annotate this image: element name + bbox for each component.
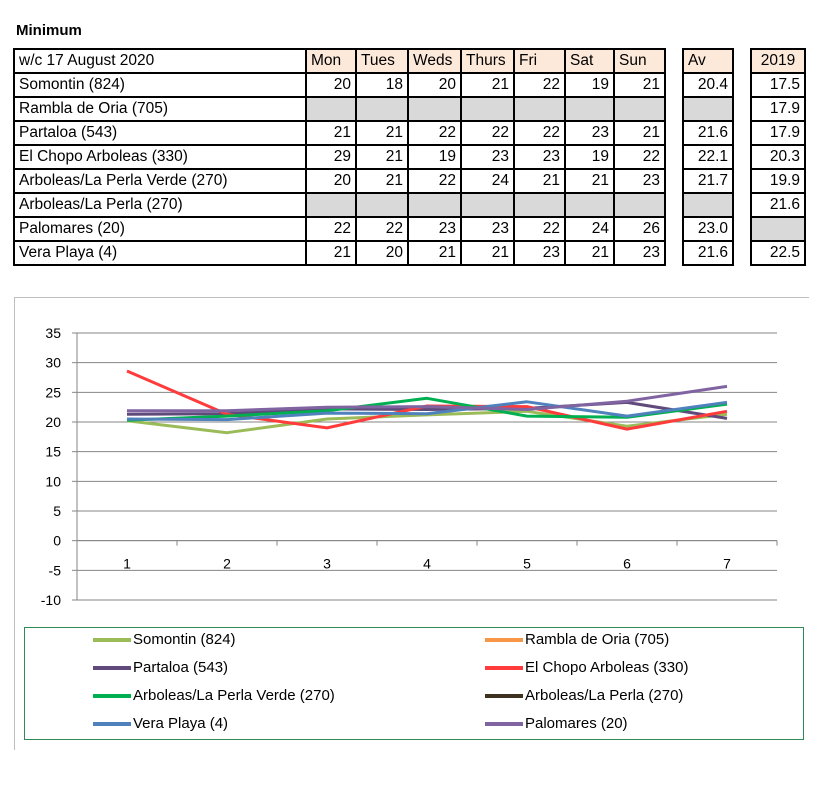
table-row bbox=[14, 97, 665, 121]
y-tick-label: 35 bbox=[45, 325, 61, 341]
y-tick-label: -5 bbox=[48, 562, 61, 579]
average-table bbox=[682, 48, 734, 266]
station-name: Palomares (20) bbox=[14, 217, 306, 241]
y-tick-label: 5 bbox=[53, 503, 61, 519]
y-tick-label: -10 bbox=[40, 592, 61, 608]
value-cell: 21 bbox=[408, 241, 461, 265]
year-2019-cell: 17.9 bbox=[751, 97, 805, 121]
value-cell: 22 bbox=[614, 145, 665, 169]
value-cell: 20 bbox=[306, 169, 356, 193]
value-cell: 20 bbox=[408, 73, 461, 97]
x-tick-label: 7 bbox=[723, 555, 731, 572]
x-tick-label: 5 bbox=[523, 555, 531, 572]
value-cell bbox=[306, 97, 356, 121]
day-header: Tues bbox=[356, 49, 408, 73]
day-header: Sat bbox=[565, 49, 614, 73]
value-cell bbox=[408, 97, 461, 121]
x-tick-label: 3 bbox=[323, 555, 331, 572]
value-cell: 21 bbox=[306, 241, 356, 265]
average-cell bbox=[683, 193, 733, 217]
legend-item bbox=[485, 631, 669, 648]
legend-item bbox=[93, 659, 228, 676]
value-cell bbox=[461, 193, 514, 217]
year-header: 2019 bbox=[751, 49, 805, 73]
legend-item bbox=[485, 687, 683, 704]
legend-label: Partaloa (543) bbox=[133, 659, 229, 676]
value-cell: 19 bbox=[408, 145, 461, 169]
value-cell: 22 bbox=[408, 169, 461, 193]
line-chart bbox=[0, 297, 827, 627]
legend-label: El Chopo Arboleas (330) bbox=[525, 659, 689, 676]
station-name: Arboleas/La Perla (270) bbox=[14, 193, 306, 217]
value-cell: 22 bbox=[356, 217, 408, 241]
legend-label: Arboleas/La Perla (270) bbox=[525, 687, 684, 704]
legend-label: Rambla de Oria (705) bbox=[525, 631, 670, 648]
value-cell: 18 bbox=[356, 73, 408, 97]
value-cell bbox=[408, 193, 461, 217]
legend-label: Somontin (824) bbox=[133, 631, 236, 648]
value-cell: 23 bbox=[614, 241, 665, 265]
year-2019-cell: 19.9 bbox=[751, 169, 805, 193]
average-cell: 23.0 bbox=[683, 217, 733, 241]
value-cell: 23 bbox=[461, 217, 514, 241]
value-cell: 21 bbox=[614, 121, 665, 145]
legend-item bbox=[93, 631, 236, 648]
value-cell: 21 bbox=[356, 169, 408, 193]
legend-swatch bbox=[485, 694, 523, 698]
value-cell: 24 bbox=[461, 169, 514, 193]
value-cell bbox=[356, 193, 408, 217]
value-cell: 21 bbox=[461, 241, 514, 265]
value-cell: 23 bbox=[514, 145, 565, 169]
value-cell: 22 bbox=[514, 73, 565, 97]
day-header: Fri bbox=[514, 49, 565, 73]
value-cell: 23 bbox=[408, 217, 461, 241]
value-cell: 29 bbox=[306, 145, 356, 169]
average-cell: 22.1 bbox=[683, 145, 733, 169]
station-name: Somontin (824) bbox=[14, 73, 306, 97]
value-cell: 20 bbox=[306, 73, 356, 97]
page-title: Minimum bbox=[16, 22, 82, 39]
legend-label: Vera Playa (4) bbox=[133, 715, 229, 732]
legend-swatch bbox=[485, 638, 523, 642]
value-cell: 22 bbox=[306, 217, 356, 241]
y-tick-label: 25 bbox=[45, 384, 61, 401]
legend-label: Palomares (20) bbox=[525, 715, 628, 732]
value-cell bbox=[614, 193, 665, 217]
day-header: Sun bbox=[614, 49, 665, 73]
average-cell: 21.6 bbox=[683, 241, 733, 265]
station-name: Vera Playa (4) bbox=[14, 241, 306, 265]
average-cell bbox=[683, 97, 733, 121]
table-row bbox=[14, 121, 665, 145]
y-tick-label: 30 bbox=[45, 354, 61, 371]
legend-swatch bbox=[93, 666, 131, 670]
value-cell: 22 bbox=[461, 121, 514, 145]
value-cell: 22 bbox=[514, 121, 565, 145]
value-cell: 21 bbox=[614, 73, 665, 97]
value-cell: 23 bbox=[614, 169, 665, 193]
value-cell bbox=[565, 97, 614, 121]
station-name: Rambla de Oria (705) bbox=[14, 97, 306, 121]
x-tick-label: 2 bbox=[223, 555, 231, 572]
value-cell: 21 bbox=[565, 241, 614, 265]
average-cell: 20.4 bbox=[683, 73, 733, 97]
week-label: w/c 17 August 2020 bbox=[14, 49, 306, 73]
station-name: Arboleas/La Perla Verde (270) bbox=[14, 169, 306, 193]
value-cell: 23 bbox=[514, 241, 565, 265]
value-cell: 21 bbox=[565, 169, 614, 193]
value-cell: 19 bbox=[565, 145, 614, 169]
value-cell: 20 bbox=[356, 241, 408, 265]
value-cell: 23 bbox=[565, 121, 614, 145]
av-header: Av bbox=[683, 49, 733, 73]
legend-swatch bbox=[93, 638, 131, 642]
value-cell: 22 bbox=[408, 121, 461, 145]
value-cell bbox=[356, 97, 408, 121]
value-cell bbox=[565, 193, 614, 217]
chart-legend bbox=[24, 627, 804, 740]
value-cell: 21 bbox=[356, 145, 408, 169]
value-cell: 22 bbox=[514, 217, 565, 241]
value-cell: 23 bbox=[461, 145, 514, 169]
average-cell: 21.7 bbox=[683, 169, 733, 193]
legend-item bbox=[93, 715, 228, 732]
value-cell: 19 bbox=[565, 73, 614, 97]
y-tick-label: 20 bbox=[45, 414, 61, 430]
average-cell: 21.6 bbox=[683, 121, 733, 145]
year-2019-cell: 22.5 bbox=[751, 241, 805, 265]
table-header-row bbox=[14, 49, 665, 73]
table-row bbox=[14, 145, 665, 169]
value-cell: 21 bbox=[356, 121, 408, 145]
table-row bbox=[14, 241, 665, 265]
day-header: Mon bbox=[306, 49, 356, 73]
value-cell: 21 bbox=[514, 169, 565, 193]
table-row bbox=[14, 217, 665, 241]
y-tick-label: 0 bbox=[53, 532, 61, 549]
y-tick-label: 15 bbox=[45, 443, 61, 460]
value-cell: 24 bbox=[565, 217, 614, 241]
year-2019-cell: 21.6 bbox=[751, 193, 805, 217]
x-tick-label: 1 bbox=[123, 555, 131, 572]
legend-item bbox=[485, 715, 628, 732]
legend-swatch bbox=[93, 722, 131, 726]
year-2019-cell: 17.9 bbox=[751, 121, 805, 145]
year-2019-cell: 20.3 bbox=[751, 145, 805, 169]
year-2019-cell: 17.5 bbox=[751, 73, 805, 97]
value-cell bbox=[514, 97, 565, 121]
year-2019-table bbox=[750, 48, 806, 266]
table-row bbox=[14, 73, 665, 97]
legend-swatch bbox=[485, 666, 523, 670]
value-cell bbox=[306, 193, 356, 217]
table-row bbox=[14, 169, 665, 193]
legend-swatch bbox=[93, 694, 131, 698]
legend-item bbox=[93, 687, 335, 704]
day-header: Weds bbox=[408, 49, 461, 73]
table-row bbox=[14, 193, 665, 217]
value-cell: 21 bbox=[461, 73, 514, 97]
value-cell: 26 bbox=[614, 217, 665, 241]
value-cell: 21 bbox=[306, 121, 356, 145]
x-tick-label: 6 bbox=[623, 555, 631, 572]
station-name: El Chopo Arboleas (330) bbox=[14, 145, 306, 169]
value-cell bbox=[514, 193, 565, 217]
station-name: Partaloa (543) bbox=[14, 121, 306, 145]
year-2019-cell bbox=[751, 217, 805, 241]
legend-label: Arboleas/La Perla Verde (270) bbox=[133, 687, 335, 704]
day-header: Thurs bbox=[461, 49, 514, 73]
legend-swatch bbox=[485, 722, 523, 726]
value-cell bbox=[461, 97, 514, 121]
data-table bbox=[13, 48, 666, 266]
legend-item bbox=[485, 659, 688, 676]
x-tick-label: 4 bbox=[423, 555, 431, 572]
y-tick-label: 10 bbox=[45, 473, 61, 490]
value-cell bbox=[614, 97, 665, 121]
